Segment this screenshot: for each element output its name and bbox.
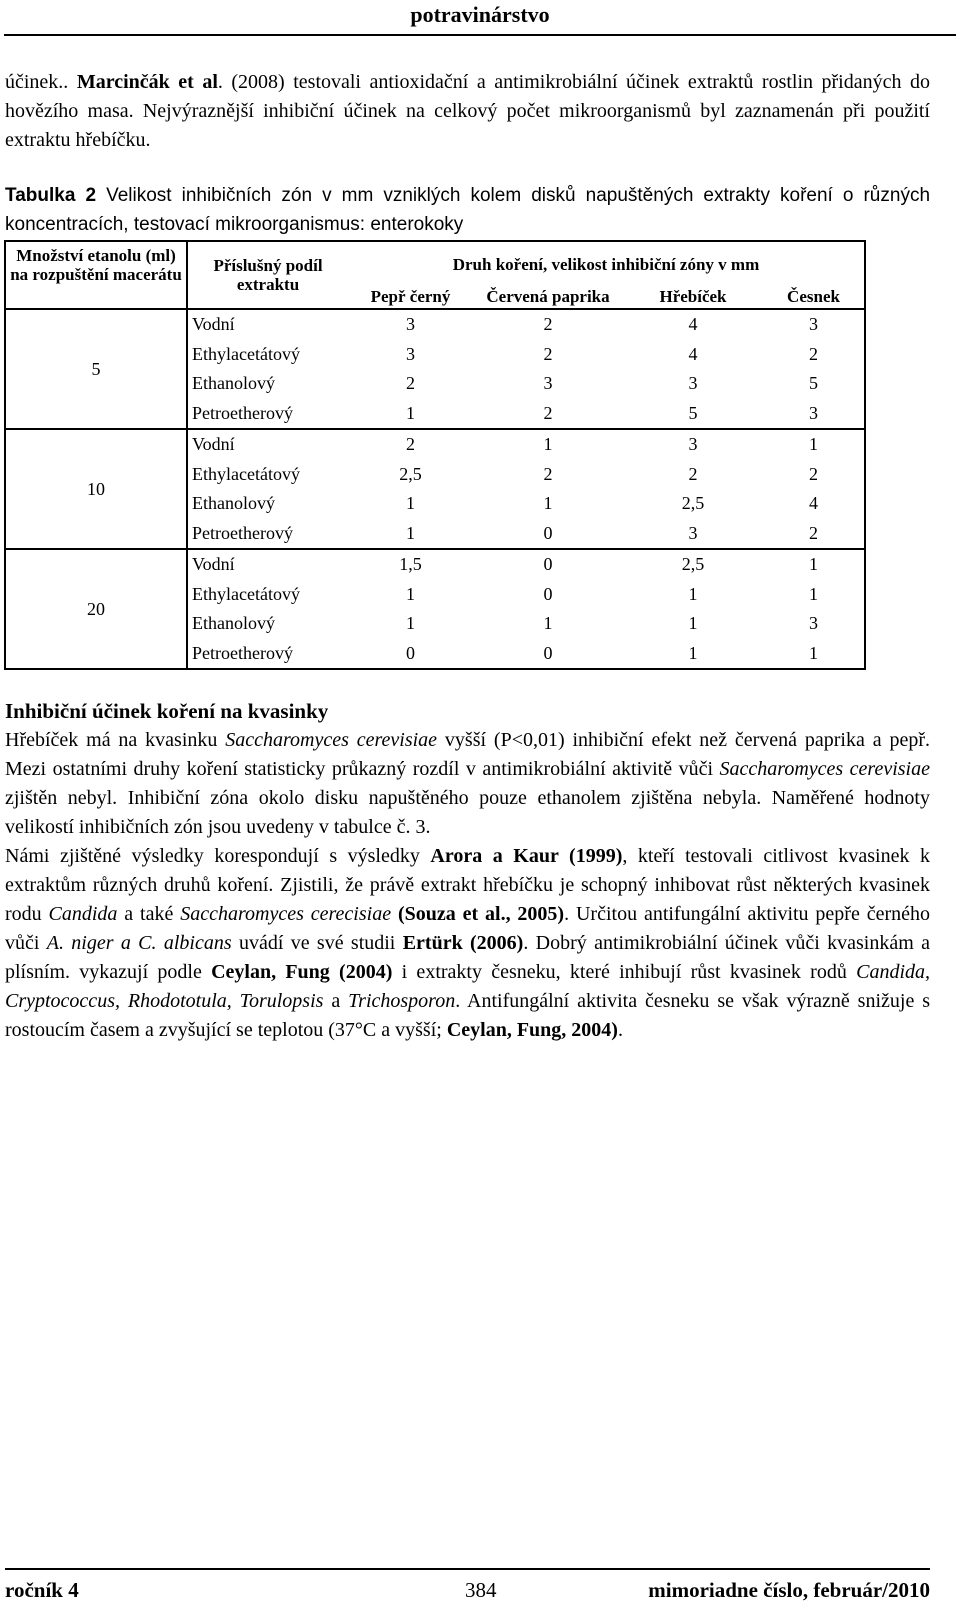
value-cell: 2,5	[399, 463, 422, 484]
p2-text-b: , kteří testovali citlivost kvasinek k extraktům různých druhů koření. Zjistili, že právě extrakt hřebíčku je schopný inhibovat růst některých kvasinek rodu	[5, 845, 930, 925]
spice-header-garlic: Česnek	[763, 274, 865, 309]
value-cell: 5	[763, 369, 865, 399]
value-cell: 0	[473, 639, 623, 670]
spice-header-paprika: Červená paprika	[486, 287, 610, 306]
col-extract-header: Příslušný podíl extraktu	[187, 241, 348, 309]
value-cell: 2	[406, 373, 415, 394]
value-cell: 0	[543, 522, 553, 543]
value-cell: 0	[543, 583, 553, 604]
value-cell: 3	[406, 343, 415, 364]
value-cell: 1	[763, 429, 865, 460]
p2-text-d	[391, 903, 398, 925]
table-row	[5, 429, 865, 460]
p2-candida: Candida	[48, 903, 118, 925]
section-body	[5, 726, 930, 1045]
p2-trichosporon: Trichosporon	[348, 990, 456, 1012]
spice-header-clove: Hřebíček	[659, 287, 727, 306]
value-cell: 2	[543, 463, 553, 484]
value-cell: 4	[623, 309, 763, 340]
section-title: Inhibiční účinek koření na kvasinky	[5, 699, 329, 723]
value-cell: 3	[688, 373, 698, 394]
group-header: Druh koření, velikost inhibiční zóny v mm	[348, 241, 865, 274]
p2-text-a: Námi zjištěné výsledky korespondují s výsledky	[5, 845, 431, 867]
p1-text-c: zjištěn nebyl. Inhibiční zóna okolo disku napuštěného pouze ethanolem zjištěna nebyla. Naměřené hodnoty velikostí inhibičních zón jsou uvedeny v tabulce č. 3.	[5, 787, 930, 838]
extract-cell: Vodní	[187, 429, 348, 460]
value-cell: 1	[763, 580, 865, 610]
value-cell: 3	[763, 609, 865, 639]
extract-cell: Ethylacetátový	[192, 463, 300, 484]
table-header-row	[5, 241, 865, 274]
value-cell: 2	[543, 343, 553, 364]
value-cell: 3	[623, 429, 763, 460]
extract-cell: Ethanolový	[192, 373, 275, 394]
p2-ref-souza: (Souza et al., 2005)	[397, 903, 565, 925]
p2-text-j: . Antifungální aktivita česneku se však výrazně snižuje s rostoucím časem a zvyšující se teplotou (37°C a vyšší;	[5, 990, 931, 1041]
table-row	[5, 549, 865, 580]
value-cell: 1	[763, 549, 865, 580]
running-header: potravinárstvo	[410, 2, 550, 27]
value-cell: 2	[763, 460, 865, 490]
page-footer	[5, 1568, 930, 1610]
value-cell: 3	[543, 373, 553, 394]
footer-issue: mimoriadne číslo, február/2010	[648, 1578, 930, 1602]
extract-cell: Vodní	[187, 309, 348, 340]
value-cell: 3	[763, 399, 865, 430]
amount-cell: 20	[5, 549, 187, 669]
extract-cell: Ethanolový	[192, 613, 275, 634]
value-cell: 2	[543, 402, 553, 423]
intro-text-b: . (2008) testovali antioxidační a antimikrobiální účinek extraktů rostlin přidaných do hovězího masa. Nejvýraznější inhibiční účinek na celkový počet mikroorganismů byl zaznamenán při použití extraktu hřebíčku.	[5, 71, 931, 151]
table-row	[5, 309, 865, 340]
value-cell: 1	[543, 493, 553, 514]
footer-volume: ročník 4	[5, 1578, 79, 1602]
intro-author: Marcinčák et al	[76, 71, 218, 93]
caption-label: Tabulka 2	[5, 185, 97, 206]
p2-text-i: a	[323, 990, 349, 1012]
extract-cell: Ethanolový	[192, 493, 275, 514]
p2-ref-ceylan-2: Ceylan, Fung, 2004)	[446, 1019, 618, 1041]
value-cell: 3	[688, 522, 698, 543]
caption-text: Velikost inhibičních zón v mm vzniklých kolem disků napuštěných extrakty koření o různých koncentracích, testovací mikroorganismus: enterokoky	[5, 185, 931, 235]
col-amount-header: Množství etanolu (ml) na rozpuštění macerátu	[5, 241, 187, 309]
value-cell: 4	[763, 489, 865, 519]
header-rule	[4, 34, 956, 36]
section-paragraph-1	[5, 726, 930, 842]
value-cell: 2,5	[681, 493, 705, 514]
value-cell: 1	[473, 429, 623, 460]
p2-text-g: . Dobrý antimikrobiální účinek vůči kvasinkám a plísním. vykazují podle	[5, 932, 930, 983]
amount-cell: 10	[5, 429, 187, 549]
value-cell: 1	[543, 613, 553, 634]
p2-text-f: uvádí ve své studii	[231, 932, 403, 954]
value-cell: 1	[688, 583, 698, 604]
value-cell: 0	[348, 639, 473, 670]
value-cell: 1	[406, 493, 415, 514]
value-cell: 5	[688, 402, 698, 423]
value-cell: 1,5	[348, 549, 473, 580]
value-cell: 2	[688, 463, 698, 484]
value-cell: 0	[473, 549, 623, 580]
section-paragraph-2	[5, 842, 930, 1045]
extract-cell: Vodní	[187, 549, 348, 580]
value-cell: 1	[406, 583, 415, 604]
value-cell: 1	[623, 639, 763, 670]
intro-text-a: účinek..	[5, 71, 77, 93]
inhibition-table	[4, 240, 866, 670]
p2-saccharomyces: Saccharomyces cerecisiae	[180, 903, 392, 925]
intro-paragraph	[5, 68, 930, 155]
p2-text-k: .	[617, 1019, 623, 1041]
p2-genera: Candida, Cryptococcus, Rhodototula, Torulopsis	[5, 961, 931, 1012]
p2-ref-ceylan: Ceylan, Fung (2004)	[211, 961, 393, 983]
value-cell: 2	[763, 340, 865, 370]
value-cell: 1	[406, 613, 415, 634]
value-cell: 2,5	[623, 549, 763, 580]
extract-cell: Petroetherový	[192, 522, 293, 543]
value-cell: 2	[763, 519, 865, 550]
amount-cell: 5	[5, 309, 187, 429]
extract-cell: Petroetherový	[192, 402, 293, 423]
p2-ref-erturk: Ertürk (2006)	[402, 932, 524, 954]
value-cell: 1	[763, 639, 865, 670]
extract-cell: Petroetherový	[187, 639, 348, 670]
footer-page-number: 384	[465, 1578, 497, 1602]
p2-ref-arora: Arora a Kaur (1999)	[430, 845, 623, 867]
value-cell: 1	[406, 522, 415, 543]
value-cell: 1	[406, 402, 415, 423]
extract-cell: Ethylacetátový	[192, 343, 300, 364]
p1-species: Saccharomyces cerevisiae	[225, 729, 438, 751]
p1-text-a: Hřebíček má na kvasinku	[5, 729, 226, 751]
value-cell: 2	[473, 309, 623, 340]
spice-header-pepper: Pepř černý	[370, 287, 451, 306]
p2-aniger: A. niger a C. albicans	[46, 932, 232, 954]
extract-cell: Ethylacetátový	[192, 583, 300, 604]
p1-text-b: vyšší (P<0,01) inhibiční efekt než červená paprika a pepř. Mezi ostatními druhy koření statisticky průkazný rozdíl v antimikrobiální aktivitě vůči	[5, 729, 930, 780]
p2-text-c: a také	[117, 903, 181, 925]
p1-species-2: Saccharomyces cerevisiae	[719, 758, 930, 780]
p2-text-e: . Určitou antifungální aktivitu pepře černého vůči	[5, 903, 930, 954]
value-cell: 3	[348, 309, 473, 340]
table-caption	[5, 181, 930, 239]
value-cell: 2	[348, 429, 473, 460]
value-cell: 4	[688, 343, 698, 364]
value-cell: 3	[763, 309, 865, 340]
p2-text-h: i extrakty česneku, které inhibují růst kvasinek rodů	[392, 961, 857, 983]
value-cell: 1	[688, 613, 698, 634]
